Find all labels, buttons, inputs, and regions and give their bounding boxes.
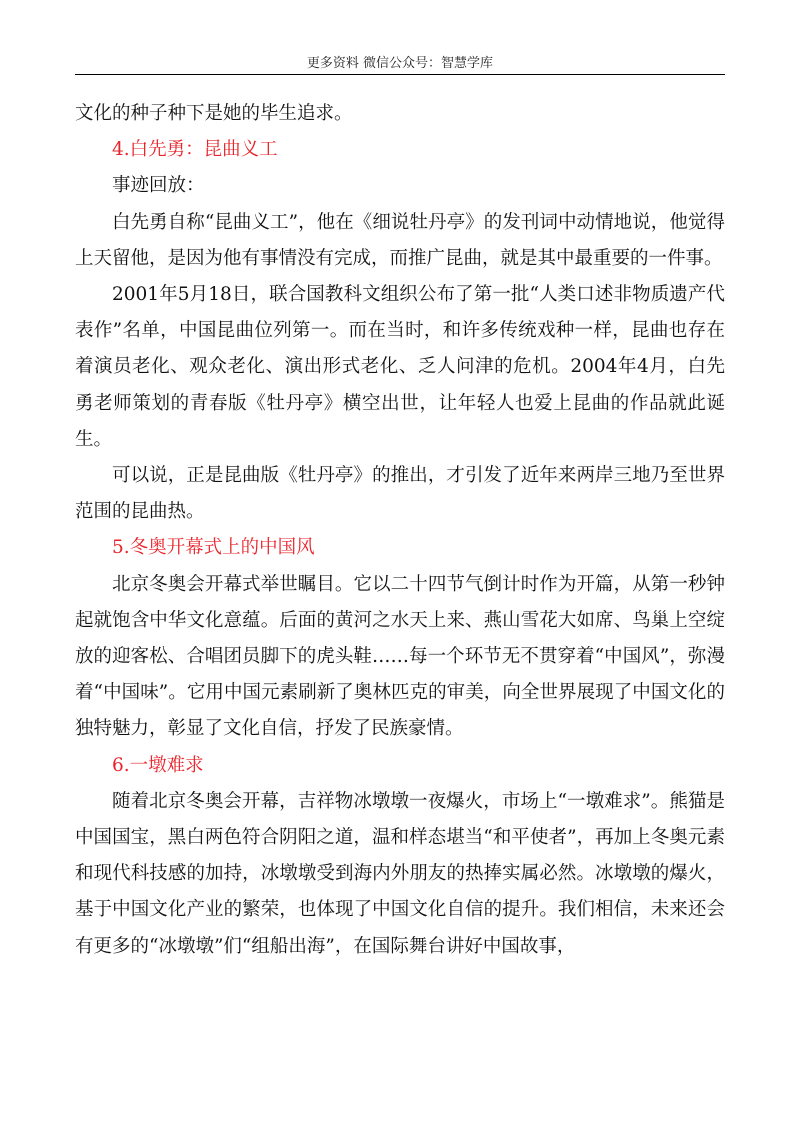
paragraph-review-label: 事迹回放：: [112, 175, 205, 197]
page-header: 更多资料 微信公众号：智慧学库: [306, 56, 494, 71]
paragraph: 白先勇自称“昆曲义工”，他在《细说牡丹亭》的发刊词中动情地说，他觉得上天留他，是因为他有事情没有完成，而推广昆曲，就是其中最重要的一件事。: [75, 211, 725, 269]
paragraph: 北京冬奥会开幕式举世瞩目。它以二十四节气倒计时作为开篇，从第一秒钟起就饱含中华文化意蕴。后面的黄河之水天上来、燕山雪花大如席、鸟巢上空绽放的迎客松、合唱团员脚下的虎头鞋……每一个环节无不贯穿着“中国风”，弥漫着“中国味”。它用中国元素刷新了奥林匹克的审美，向全世界展现了中国文化的独特魅力，彰显了文化自信，抒发了民族豪情。: [75, 573, 725, 740]
section-heading-5: 5.冬奥开幕式上的中国风: [112, 537, 315, 559]
paragraph: 可以说，正是昆曲版《牡丹亭》的推出，才引发了近年来两岸三地乃至世界范围的昆曲热。: [75, 465, 725, 523]
article-body: [75, 96, 725, 965]
paragraph: 2001年5月18日，联合国教科文组织公布了第一批“人类口述非物质遗产代表作”名单，中国昆曲位列第一。而在当时，和许多传统戏种一样，昆曲也存在着演员老化、观众老化、演出形式老化、乏人问津的危机。2004年4月，白先勇老师策划的青春版《牡丹亭》横空出世，让年轻人也爱上昆曲的作品就此诞生。: [75, 284, 725, 450]
paragraph: 随着北京冬奥会开幕，吉祥物冰墩墩一夜爆火，市场上“一墩难求”。熊猫是中国国宝，黑白两色符合阴阳之道，温和样态堪当“和平使者”，再加上冬奥元素和现代科技感的加持，冰墩墩受到海内外朋友的热捧实属必然。冰墩墩的爆火，基于中国文化产业的繁荣，也体现了中国文化自信的提升。我们相信，未来还会有更多的“冰墩墩”们“组船出海”，在国际舞台讲好中国故事，: [75, 790, 725, 957]
paragraph-continuation: 文化的种子种下是她的毕生追求。: [75, 103, 353, 124]
section-heading-6: 6.一墩难求: [112, 754, 204, 776]
section-heading-4: 4.白先勇：昆曲义工: [112, 139, 278, 161]
header-divider: [75, 74, 725, 75]
